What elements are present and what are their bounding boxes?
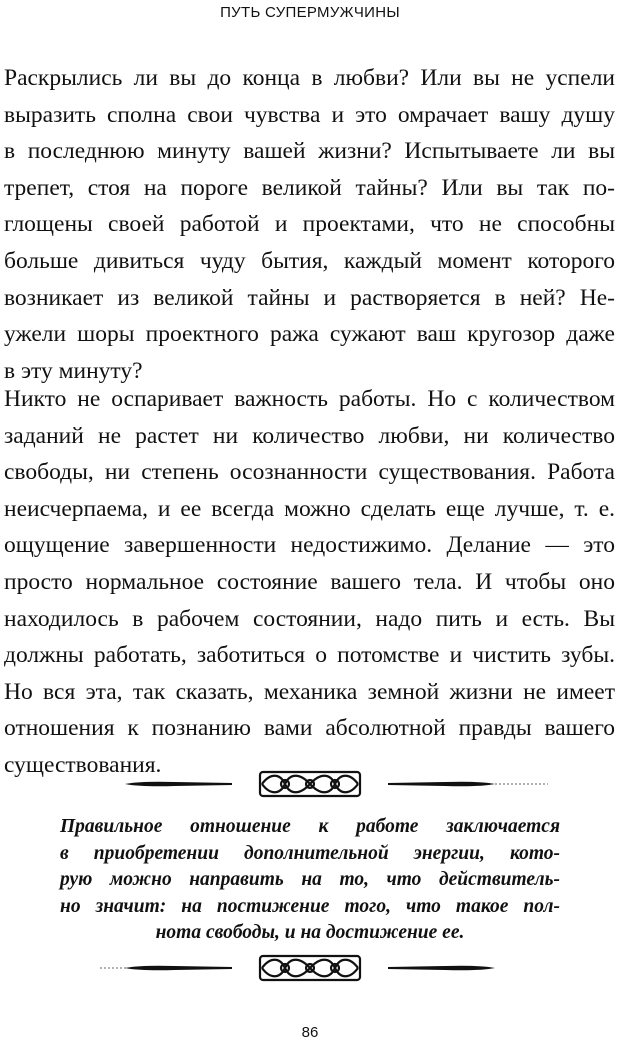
callout-line: рую можно направить на то, что действитель- (60, 869, 560, 891)
callout-line: нота свободы, и на достижение ее. (155, 922, 465, 944)
text-line: неисчерпаема, и ее всегда можно сделать еще лучше, т. е. (4, 495, 615, 522)
text-line: отношения к познанию вами абсолютной правды вашего (4, 715, 615, 742)
text-line: больше дивиться чуду бытия, каждый момент которого (4, 247, 615, 274)
text-line: находилось в рабочем состоянии, надо пить и есть. Вы (4, 605, 615, 632)
text-line: Никто не оспаривает важность работы. Но с количеством (4, 386, 615, 412)
text-line: существования. (4, 751, 162, 778)
text-line: Но вся эта, так сказать, механика земной жизни не имеет (4, 678, 615, 705)
page-number: 86 (301, 1024, 319, 1041)
text-line: ужели шоры проектного ража сужают ваш кругозор даже (4, 321, 615, 348)
text-line: просто нормальное состояние вашего тела. И чтобы оно (4, 568, 615, 595)
text-line: трепет, стоя на пороге великой тайны? Или вы так по- (4, 174, 615, 201)
paragraph-2 (4, 381, 615, 784)
callout-line: но значит: на постижение того, что такое пол- (60, 895, 560, 917)
running-head: ПУТЬ СУПЕРМУЖЧИНЫ (220, 4, 400, 21)
callout-line: Правильное отношение к работе заключается (60, 816, 560, 837)
callout-line: в приобретении дополнительной энергии, кото- (60, 842, 560, 864)
text-line: в последнюю минуту вашей жизни? Испытываете ли вы (4, 138, 615, 165)
callout-quote (60, 814, 560, 947)
text-line: ощущение завершенности недостижимо. Делание — это (4, 532, 615, 559)
text-line: выразить сполна свои чувства и это омрачает вашу душу (4, 101, 615, 128)
text-line: глощены своей работой и проектами, что не способны (4, 211, 615, 238)
text-line: заданий не растет ни количество любви, ни количество (4, 422, 615, 449)
paragraph-1 (4, 60, 615, 389)
celtic-knot-divider-top (0, 768, 620, 800)
text-line: Раскрылись ли вы до конца в любви? Или вы не успели (4, 65, 615, 91)
text-line: возникает из великой тайны и растворяется в ней? Не- (4, 284, 615, 311)
text-line: должны работать, заботиться о потомстве и чистить зубы. (4, 642, 615, 669)
celtic-knot-divider-bottom (0, 952, 620, 984)
text-line: в эту минуту? (4, 357, 143, 384)
text-line: свободы, ни степень осознанности существования. Работа (4, 459, 615, 486)
